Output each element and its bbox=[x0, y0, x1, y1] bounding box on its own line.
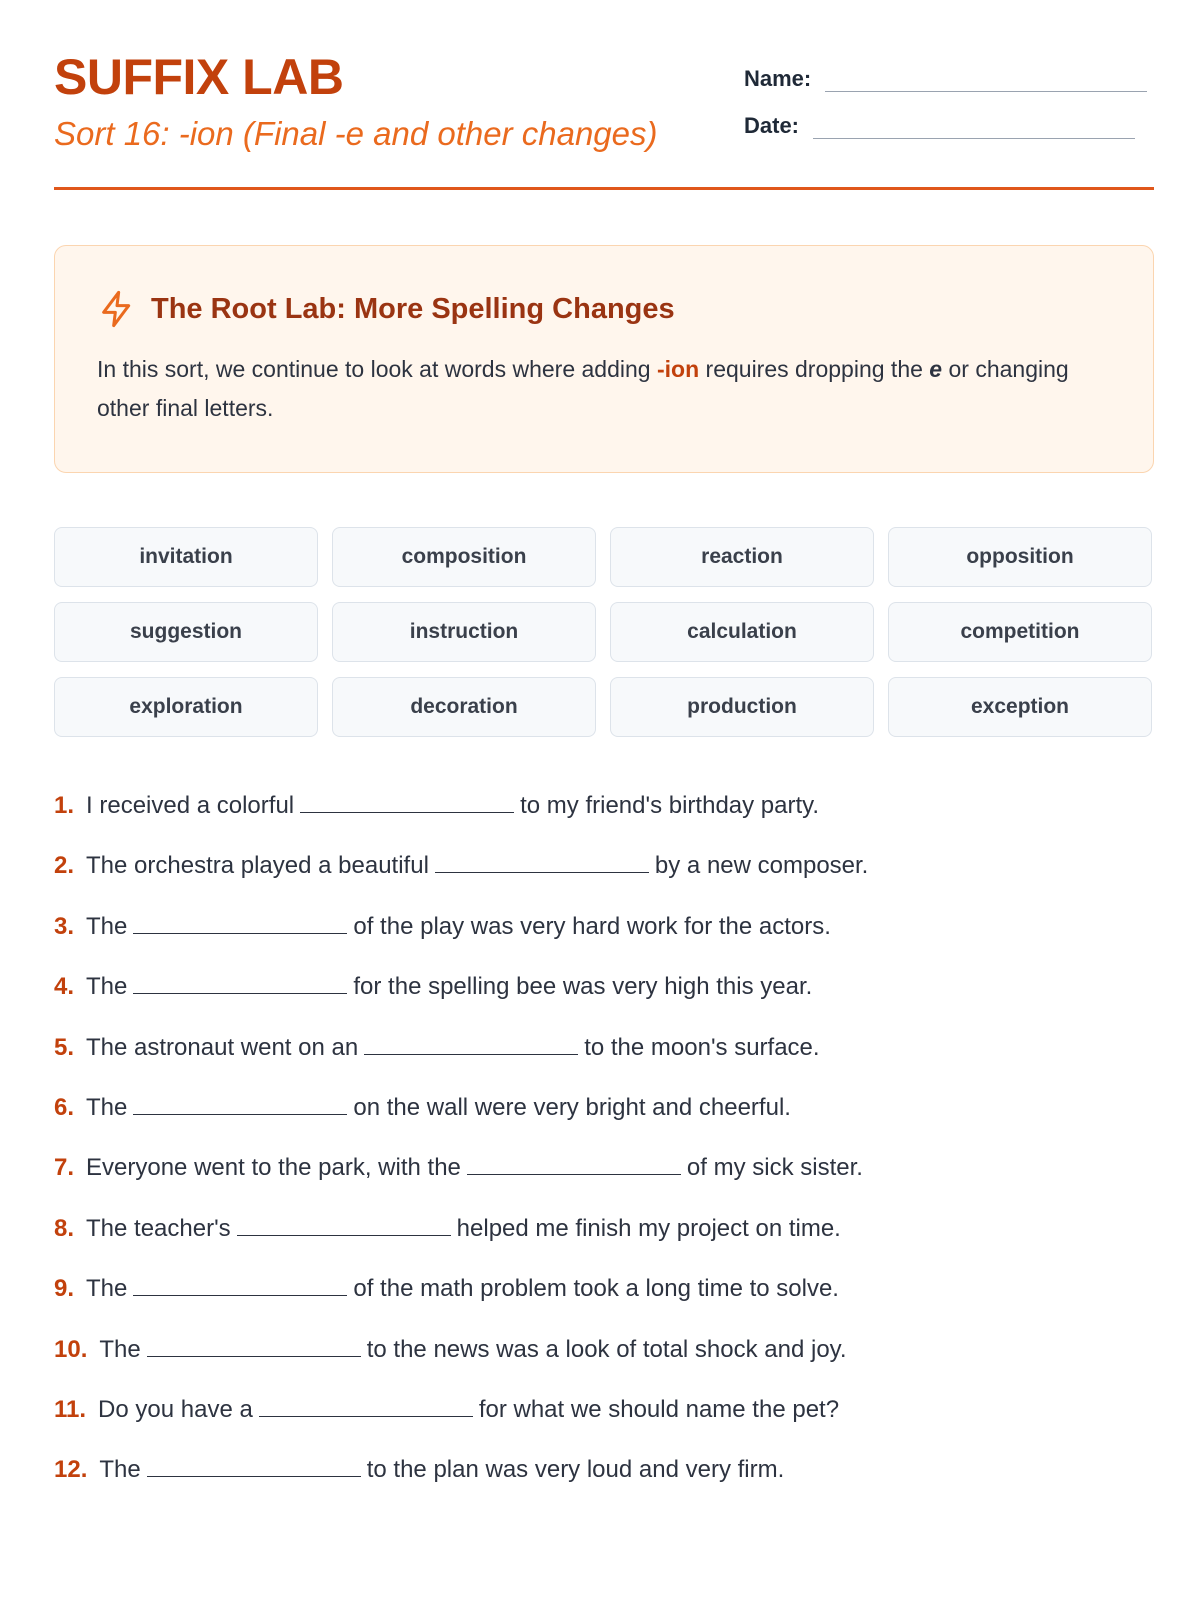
sentence-item bbox=[54, 1333, 1154, 1393]
sentence-text-before: The bbox=[86, 1275, 128, 1303]
word-card[interactable]: production bbox=[610, 677, 874, 737]
sentence-text-after: for what we should name the pet? bbox=[478, 1395, 840, 1423]
letter-highlight: e bbox=[929, 356, 943, 382]
sentence-text-after: by a new composer. bbox=[654, 852, 869, 880]
sentence-text-after: to the news was a look of total shock and joy. bbox=[366, 1335, 847, 1363]
word-card[interactable]: competition bbox=[888, 602, 1152, 662]
sentence-text-before: Do you have a bbox=[98, 1395, 253, 1423]
page-subtitle: Sort 16: -ion (Final -e and other changes) bbox=[54, 115, 658, 152]
sentence-text-after: to the plan was very loud and very firm. bbox=[366, 1456, 785, 1484]
sentence-number: 6. bbox=[54, 1093, 75, 1121]
sentence-number: 4. bbox=[54, 973, 75, 1001]
lightning-bolt-icon bbox=[97, 289, 137, 329]
word-card[interactable]: exploration bbox=[54, 677, 318, 737]
name-label: Name: bbox=[744, 66, 812, 91]
sentence-number: 10. bbox=[54, 1335, 88, 1363]
sentence-text-after: of the play was very hard work for the actors. bbox=[353, 912, 831, 940]
answer-blank[interactable] bbox=[133, 973, 347, 994]
page-title: SUFFIX LAB bbox=[54, 49, 344, 105]
sentence-list bbox=[54, 789, 1154, 1514]
sentence-number: 5. bbox=[54, 1033, 75, 1061]
sentence-item bbox=[54, 970, 1154, 1030]
sentence-text-before: The astronaut went on an bbox=[86, 1033, 359, 1061]
sentence-text-before: The bbox=[86, 1093, 128, 1121]
sentence-text-after: to the moon's surface. bbox=[584, 1033, 820, 1061]
root-lab-box bbox=[54, 245, 1154, 473]
sentence-text-before: The bbox=[86, 973, 128, 1001]
sentence-item bbox=[54, 789, 1154, 849]
answer-blank[interactable] bbox=[133, 913, 347, 934]
word-card[interactable]: invitation bbox=[54, 527, 318, 587]
sentence-text-after: on the wall were very bright and cheerful. bbox=[353, 1093, 791, 1121]
word-card[interactable]: decoration bbox=[332, 677, 596, 737]
header bbox=[54, 0, 1154, 190]
sentence-text-before: I received a colorful bbox=[86, 792, 295, 819]
sentence-number: 9. bbox=[54, 1275, 75, 1303]
sentence-text-after: of my sick sister. bbox=[686, 1154, 863, 1182]
word-card[interactable]: composition bbox=[332, 527, 596, 587]
suffix-highlight: -ion bbox=[656, 356, 700, 382]
root-lab-header bbox=[97, 286, 1111, 332]
word-card[interactable]: reaction bbox=[610, 527, 874, 587]
word-card[interactable]: exception bbox=[888, 677, 1152, 737]
answer-blank[interactable] bbox=[147, 1456, 361, 1477]
sentence-item bbox=[54, 1453, 1154, 1513]
sentence-text-after: to my friend's birthday party. bbox=[520, 792, 820, 819]
name-field bbox=[744, 66, 1147, 92]
sentence-item bbox=[54, 910, 1154, 970]
sentence-text-after: for the spelling bee was very high this year. bbox=[353, 973, 813, 1001]
word-card[interactable]: instruction bbox=[332, 602, 596, 662]
sentence-text-before: The bbox=[86, 912, 128, 940]
sentence-number: 12. bbox=[54, 1456, 88, 1484]
sentence-text-before: The bbox=[99, 1335, 141, 1363]
sentence-text-before: The orchestra played a beautiful bbox=[86, 852, 429, 880]
root-lab-description bbox=[97, 350, 1097, 428]
word-bank bbox=[54, 527, 1154, 737]
sentence-text-after: of the math problem took a long time to solve. bbox=[353, 1275, 839, 1303]
answer-blank[interactable] bbox=[300, 792, 514, 813]
answer-blank[interactable] bbox=[133, 1275, 347, 1296]
answer-blank[interactable] bbox=[467, 1154, 681, 1175]
word-card[interactable]: calculation bbox=[610, 602, 874, 662]
root-lab-title: The Root Lab: More Spelling Changes bbox=[151, 292, 675, 325]
sentence-item bbox=[54, 1393, 1154, 1453]
sentence-number: 1. bbox=[54, 792, 75, 819]
date-field bbox=[744, 113, 1135, 139]
word-card[interactable]: opposition bbox=[888, 527, 1152, 587]
description-part: or changing other final letters. bbox=[97, 356, 1069, 421]
sentence-item bbox=[54, 1091, 1154, 1151]
sentence-number: 7. bbox=[54, 1154, 75, 1182]
sentence-number: 3. bbox=[54, 912, 75, 940]
sentence-item bbox=[54, 849, 1154, 909]
date-line[interactable] bbox=[813, 114, 1135, 139]
answer-blank[interactable] bbox=[133, 1094, 347, 1115]
sentence-text-after: helped me finish my project on time. bbox=[456, 1214, 841, 1242]
sentence-item bbox=[54, 1031, 1154, 1091]
sentence-text-before: The bbox=[99, 1456, 141, 1484]
sentence-text-before: Everyone went to the park, with the bbox=[86, 1154, 461, 1182]
word-card[interactable]: suggestion bbox=[54, 602, 318, 662]
answer-blank[interactable] bbox=[147, 1336, 361, 1357]
description-part: requires dropping the bbox=[699, 356, 930, 382]
answer-blank[interactable] bbox=[364, 1034, 578, 1055]
worksheet-page bbox=[54, 0, 1154, 1600]
description-part: In this sort, we continue to look at words where adding bbox=[97, 356, 657, 382]
answer-blank[interactable] bbox=[237, 1215, 451, 1236]
date-label: Date: bbox=[744, 113, 800, 138]
sentence-item bbox=[54, 1272, 1154, 1332]
answer-blank[interactable] bbox=[259, 1396, 473, 1417]
name-line[interactable] bbox=[825, 67, 1147, 92]
sentence-number: 8. bbox=[54, 1214, 75, 1242]
sentence-number: 11. bbox=[54, 1395, 87, 1423]
sentence-item bbox=[54, 1212, 1154, 1272]
sentence-item bbox=[54, 1151, 1154, 1211]
answer-blank[interactable] bbox=[435, 852, 649, 873]
sentence-text-before: The teacher's bbox=[86, 1214, 231, 1242]
sentence-number: 2. bbox=[54, 852, 75, 880]
